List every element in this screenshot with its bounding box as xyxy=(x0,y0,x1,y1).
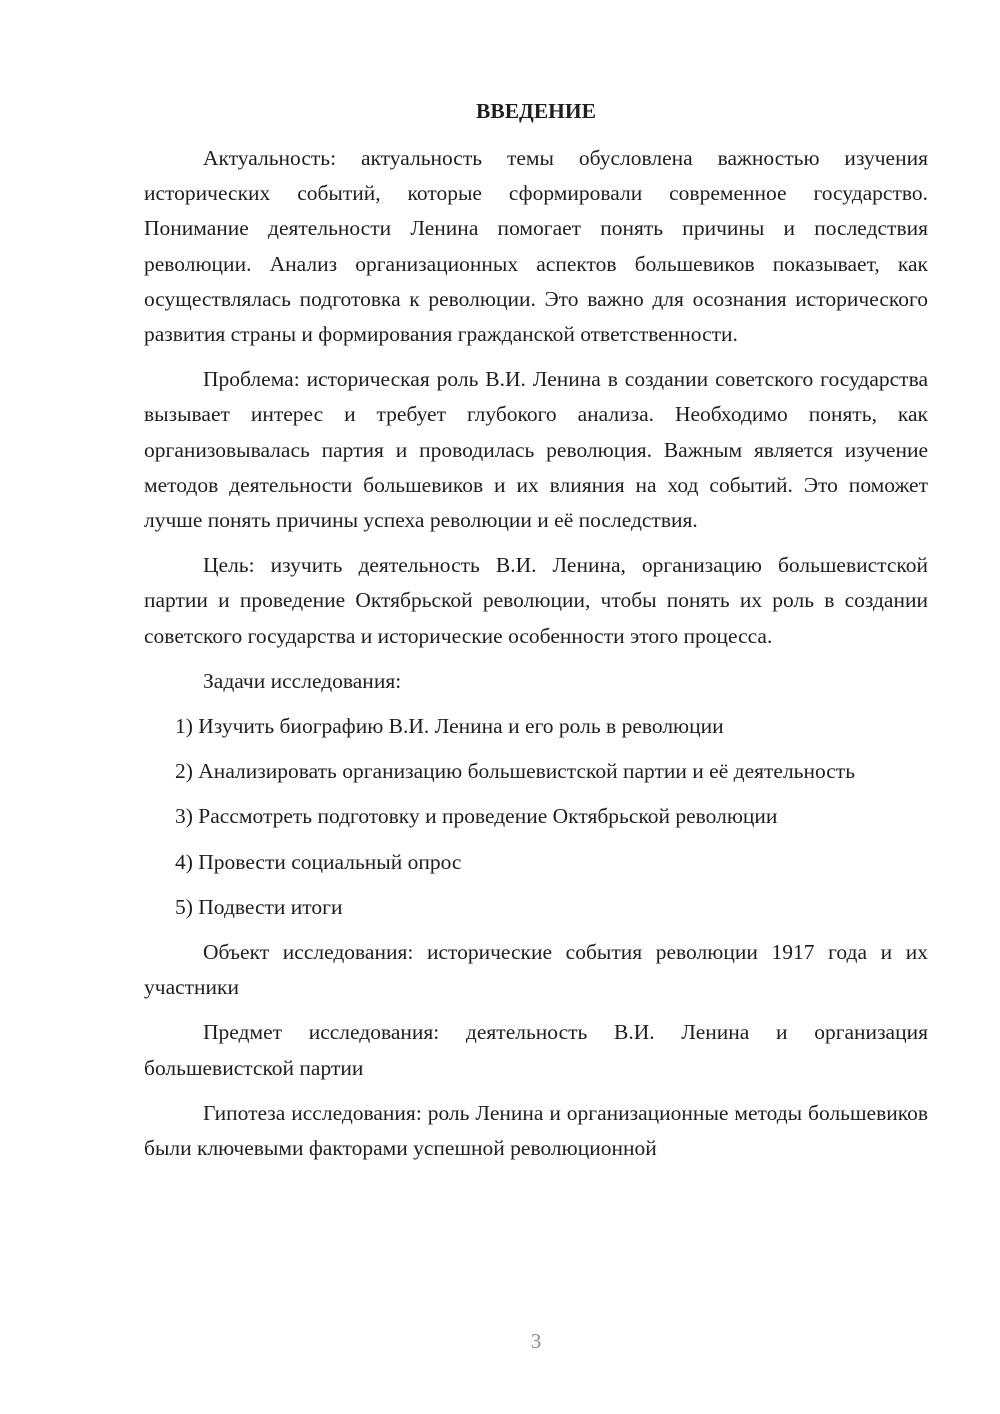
paragraph-hypothesis: Гипотеза исследования: роль Ленина и организационные методы большевиков были ключевыми факторами успешной революционной xyxy=(144,1100,928,1161)
section-title: ВВЕДЕНИЕ xyxy=(476,99,596,123)
task-item-2: 2) Анализировать организацию большевистской партии и её деятельность xyxy=(175,759,856,784)
paragraph-goal: Цель: изучить деятельность В.И. Ленина, организацию большевистской партии и проведение Октябрьской революции, чтобы понять их роль в создании советского государства и исторические особенности этого процесса. xyxy=(144,553,928,648)
paragraph-tasks-heading: Задачи исследования: xyxy=(203,668,402,693)
paragraph-object: Объект исследования: исторические события революции 1917 года и их участники xyxy=(144,940,928,1000)
task-item-4: 4) Провести социальный опрос xyxy=(175,849,462,874)
task-item-5: 5) Подвести итоги xyxy=(175,894,343,919)
paragraph-subject: Предмет исследования: деятельность В.И. Ленина и организация большевистской партии xyxy=(144,1020,928,1080)
paragraph-problem: Проблема: историческая роль В.И. Ленина в создании советского государства вызывает интерес и требует глубокого анализа. Необходимо понять, как организовывалась партия и проводилась революция. Важным является изучение методов деятельности большевиков и их влияния на ход событий. Это поможет лучше понять причины успеха революции и её последствия. xyxy=(144,367,928,533)
task-item-1: 1) Изучить биографию В.И. Ленина и его роль в революции xyxy=(175,714,724,739)
task-item-3: 3) Рассмотреть подготовку и проведение Октябрьской революции xyxy=(175,804,778,829)
page-number: 3 xyxy=(530,1329,542,1353)
paragraph-relevance: Актуальность: актуальность темы обусловлена важностью изучения исторических событий, которые сформировали современное государство. Понимание деятельности Ленина помогает понять причины и последствия революции. Анализ организационных аспектов большевиков показывает, как осуществлялась подготовка к революции. Это важно для осознания исторического развития страны и формирования гражданской ответственности. xyxy=(144,146,928,347)
document-body xyxy=(144,141,928,1176)
